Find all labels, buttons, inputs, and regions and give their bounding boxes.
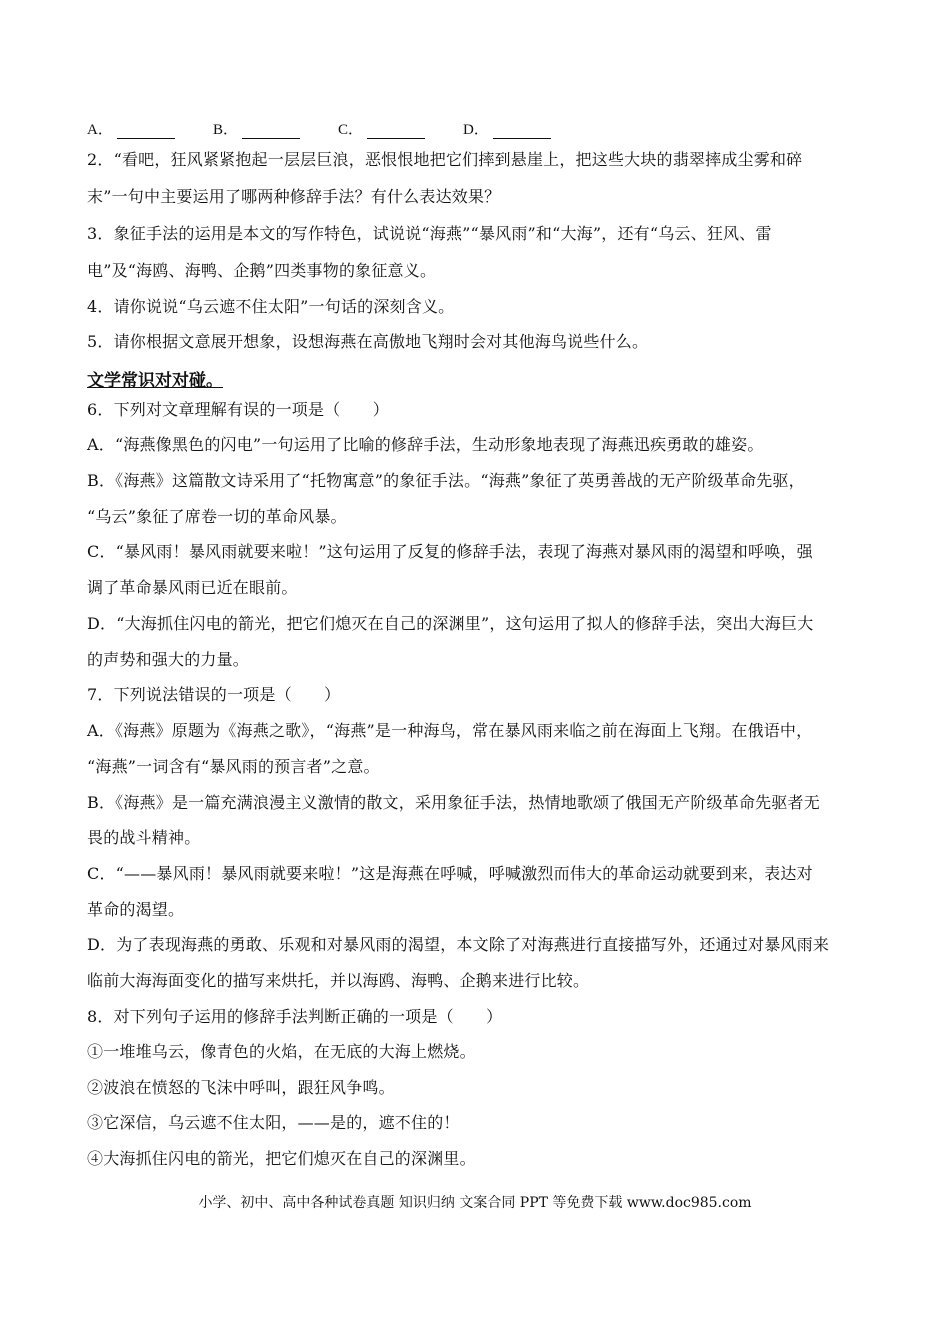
q7-option-a-line-2: “海燕”一词含有“暴风雨的预言者”之意。 [87,757,380,776]
question-3-line-2: 电”及“海鸥、海鸭、企鹅”四类事物的象征意义。 [87,261,437,280]
q7-option-a-line-1: A．《海燕》原题为《海燕之歌》，“海燕”是一种海鸟，常在暴风雨来临之前在海面上飞翔。在俄语中， [87,721,813,740]
blank-a [87,118,175,139]
section-heading: 文学常识对对碰。 [87,371,223,391]
q6-option-d-line-2: 的声势和强大的力量。 [87,650,250,669]
q6-option-d-line-1: D．“大海抓住闪电的箭光，把它们熄灭在自己的深渊里”，这句运用了拟人的修辞手法，突出大海巨大 [87,614,814,633]
q8-sentence-2: ②波浪在愤怒的飞沫中呼叫，跟狂风争鸣。 [87,1078,395,1097]
q7-option-b-line-1: B．《海燕》是一篇充满浪漫主义激情的散文，采用象征手法，热情地歌颂了俄国无产阶级革命先驱者无 [87,793,820,812]
q7-option-c-line-1: C．“——暴风雨！暴风雨就要来啦！”这是海燕在呼喊，呼喊激烈而伟大的革命运动就要到来，表达对 [87,864,813,883]
blank-label: C． [338,122,364,138]
blank-line [493,124,551,139]
blank-label: A． [87,122,113,138]
q7-option-b-line-2: 畏的战斗精神。 [87,828,201,847]
blank-d [463,118,551,139]
q6-option-b-line-1: B．《海燕》这篇散文诗采用了“托物寓意”的象征手法。“海燕”象征了英勇善战的无产阶级革命先驱， [87,471,805,490]
q6-option-c-line-2: 调了革命暴风雨已近在眼前。 [87,578,298,597]
q6-option-c-line-1: C．“暴风雨！暴风雨就要来啦！”这句运用了反复的修辞手法，表现了海燕对暴风雨的渴望和呼唤，强 [87,542,813,561]
q7-option-d-line-1: D．为了表现海燕的勇敢、乐观和对暴风雨的渴望，本文除了对海燕进行直接描写外，还通过对暴风雨来 [87,935,830,954]
blank-line [367,124,425,139]
page-footer: 小学、初中、高中各种试卷真题 知识归纳 文案合同 PPT 等免费下载 www.doc985.com [198,1195,752,1211]
q8-sentence-1: ①一堆堆乌云，像青色的火焰，在无底的大海上燃烧。 [87,1042,476,1061]
blank-b [213,118,300,139]
blank-c [338,118,425,139]
question-6: 6．下列对文章理解有误的一项是（ ） [87,400,389,419]
q8-sentence-3: ③它深信，乌云遮不住太阳，——是的，遮不住的！ [87,1113,460,1132]
blank-label: D． [463,122,489,138]
q8-sentence-4: ④大海抓住闪电的箭光，把它们熄灭在自己的深渊里。 [87,1149,476,1168]
q7-option-d-line-2: 临前大海海面变化的描写来烘托，并以海鸥、海鸭、企鹅来进行比较。 [87,971,590,990]
question-4: 4．请你说说“乌云遮不住太阳”一句话的深刻含义。 [87,297,455,316]
q7-option-c-line-2: 革命的渴望。 [87,900,185,919]
question-5: 5．请你根据文意展开想象，设想海燕在高傲地飞翔时会对其他海鸟说些什么。 [87,332,649,351]
question-2-line-1: 2．“看吧，狂风紧紧抱起一层层巨浪，恶恨恨地把它们摔到悬崖上，把这些大块的翡翠摔成尘雾和碎 [87,150,803,169]
blank-label: B． [213,122,239,138]
q6-option-a: A．“海燕像黑色的闪电”一句运用了比喻的修辞手法，生动形象地表现了海燕迅疾勇敢的雄姿。 [87,435,764,454]
blank-line [117,124,175,139]
blank-line [242,124,300,139]
question-2-line-2: 末”一句中主要运用了哪两种修辞手法？有什么表达效果？ [87,187,501,206]
question-7: 7．下列说法错误的一项是（ ） [87,685,341,704]
q6-option-b-line-2: “乌云”象征了席卷一切的革命风暴。 [87,507,347,526]
question-8: 8．对下列句子运用的修辞手法判断正确的一项是（ ） [87,1007,503,1026]
question-3-line-1: 3．象征手法的运用是本文的写作特色，试说说“海燕”“暴风雨”和“大海”，还有“乌云、狂风、雷 [87,224,772,243]
